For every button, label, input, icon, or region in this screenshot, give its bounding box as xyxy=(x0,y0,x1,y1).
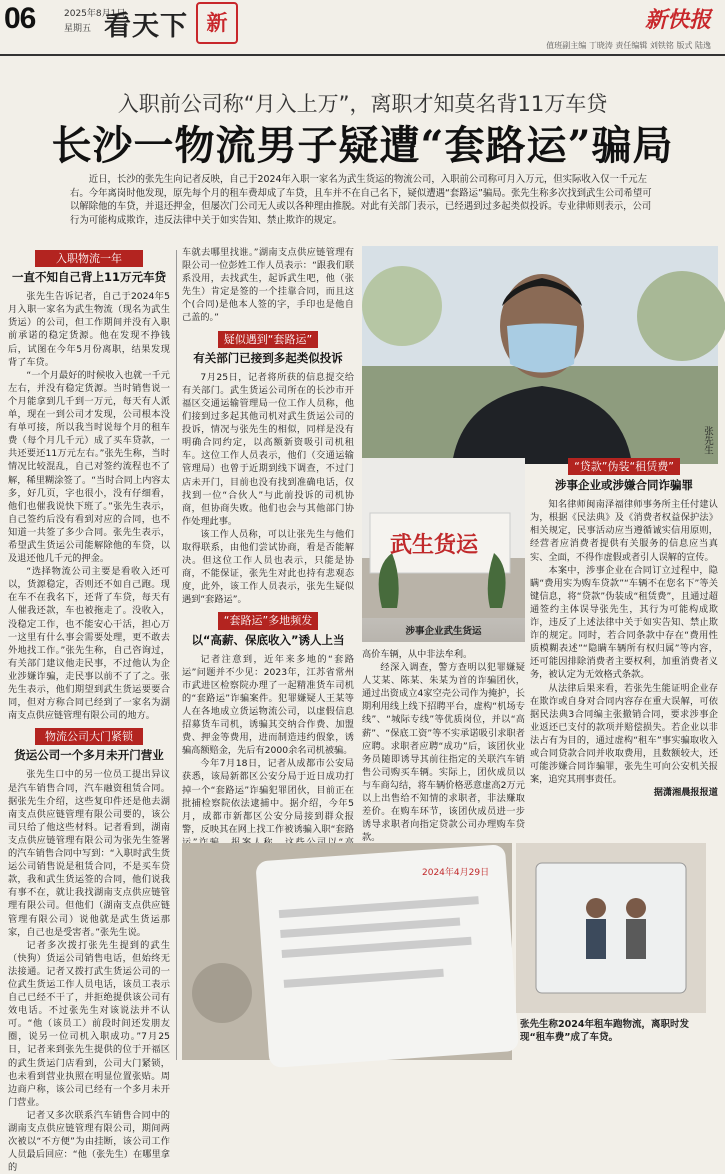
paragraph: 记者注意到，近年来多地的“套路运”问题并不少见：2023年，江苏省常州市武进区检察院办理了一起精准货车司机的“套路运”诈骗案件。犯罪嫌疑人王某等人在各地成立货运物流公司，以虚假信息招募货车司机，诱骗其交纳合作费、加盟费、押金等费用，进而制造违约假象，诱骗高额赔金，先后有2000余名司机被骗。 xyxy=(182,653,354,757)
photo-phone-screen xyxy=(182,843,512,1060)
main-headline: 长沙一物流男子疑遭“套路运”骗局 xyxy=(51,122,674,169)
source-credit: 据潇湘晨报报道 xyxy=(653,787,718,799)
paragraph: “选择物流公司主要是看收入还可以，货源稳定，否则还不如自己跑。现在车不在我名下，还背了车贷，每天有人催我还款，车也被拖走了。没收入，没稳定工作，也不能安心干活，担心万一这里有什么事会需要处理，更不敢去外地找工作。”张先生称，自己咨询过，有关部门建议他走民事，不过他认为企业涉嫌诈骗，走民事以前不了了之。张先生表示，他们期望到武生货运要要合同，但对方称合同已经到了一家名为湖南支点供应链管理有限公司的地方。 xyxy=(8,566,170,722)
section-tag: 物流公司大门紧锁 xyxy=(35,728,143,745)
column-4 xyxy=(530,458,718,840)
lead-paragraph: 近日，长沙的张先生向记者反映，自己于2024年入职一家名为武生货运的物流公司，入职前公司称可月入万元，但实际收入仅一千元左右。今年离岗时他发现，原先每个月的租车费却成了车贷，且车并不在自己名下，疑似遭遇“套路运”骗局。张先生称多次找到武生公司希望可以解除他的车贷，并退还押金，但屡次门公司无人或以各种理由推脱。对此有关部门表示，已经遇到过多起类似投诉。专业律师则表示，公司行为可能构成欺诈，违反法律中关于如实告知、禁止欺诈的规定。 xyxy=(70,174,652,226)
sub-headline: 入职前公司称“月入上万”，离职才知莫名背11万车贷 xyxy=(117,92,608,116)
photo-caption-store: 涉事企业武生货运 xyxy=(405,626,482,637)
issue-date: 2025年8月1日 xyxy=(64,9,126,19)
photo-storefront xyxy=(362,458,525,642)
paragraph: 经深入调查，警方查明以犯罪嫌疑人艾某、陈某、朱某为首的诈骗团伙，通过出资成立4家空壳公司作为掩护，长期利用线上线下招聘平台，虚构“机场专线”、“城际专线”等优质岗位，并以“高薪”、“保底工资”等不实承诺吸引求职者应聘。求职者应聘“成功”后，该团伙业务员随即诱导其前往指定的关联汽车销售公司购买车辆。实际上，团伙成员以与车商勾结，将车辆价格恶意虚高2万元以上出售给不知情的求职者，非法赚取差价。在购车环节，该团伙成员进一步诱导求职者向指定贷款公司办理购车贷款。 xyxy=(362,662,525,844)
section-tag: 入职物流一年 xyxy=(35,250,143,267)
section-tag: 疑似遇到“套路运” xyxy=(218,331,318,348)
paragraph: 车就去哪里找谁。”湖南支点供应链管理有限公司一位彭姓工作人员表示：“跟我们联系没用，去找武生，起诉武生吧，他（张先生）肯定是签的一个挂靠合同，而且这个(合同)是他本人签的字，手印也是他自己盖的。” xyxy=(182,247,354,324)
section-tag: “贷款”伪装“租赁费” xyxy=(568,458,680,475)
column-3 xyxy=(362,648,525,844)
section-subtitle: 一直不知自己背上11万元车贷 xyxy=(11,270,166,285)
section-tag: “套路运”多地频发 xyxy=(218,612,318,629)
paragraph: 知名律师闽南泽福律师事务所主任付建认为，根据《民法典》及《消费者权益保护法》相关规定，民事活动应当遵循诚实信用原则，经营者应消费者提供有关服务的信息应当真实、全面，不得作虚假或者引人误解的宣传。 xyxy=(530,499,718,563)
store-sign: 武生货运 xyxy=(390,532,479,558)
section-subtitle: 有关部门已接到多起类似投诉 xyxy=(193,350,343,365)
paragraph: 今年7月18日，记者从成都市公安局获悉，该局新都区公安分局于近日成功打掉一个“套路运”诈骗犯罪团伙，目前正在批捕检察院依法逮捕中。据介绍，今年5月，成都市新都区公安分局接到群众报警，反映其在网上找工作被诱骗入职“套路 xyxy=(182,758,354,835)
section-subtitle: 以“高薪、保底收入”诱人上当 xyxy=(191,632,345,647)
man-illustration xyxy=(362,246,718,464)
paragraph: 张先生口中的另一位员工提出异议是汽车销售合同，汽车融资租赁合同。据张先生介绍，这些复印件还是他去湖南支点供应链管理有限公司要的，该公司只给了他这些材料。记者看到，湖南支点供应链管理有限公司为张先生签署的汽车销售合同中写到：“入职时武生货运公司销售说是租赁合同，不是买车贷款，我和武生货运签的合同，他们说我有事不在，就让我找湖南支点供应链管理有限公司。但他们（湖南支点供应链管理有限公司）说他就是武生货运那家，自己也是受害者。”张先生说。 xyxy=(8,769,170,938)
column-rule xyxy=(176,250,177,1060)
paragraph: 记者又多次联系汽车销售合同中的湖南支点供应链管理有限公司，期间两次被以“不方便”为由挂断，该公司工作人员最后回应：“他（张先生）在哪里拿的 xyxy=(8,1109,170,1174)
paragraph: 记者多次拨打张先生提到的武生（快狗）货运公司销售电话，但始终无法接通。记者又拨打武生货运公司的一位武生货运工作人员电话，该员工表示自己已经不干了，并拒绝提供该公司有效电话。不过张先生对该说法并不认可。“他（该员工）前段时间还发朋友圈，说另一位司机入职成功。”7月25日，记者来到张先生提供的位于开福区的武生货运门店看到，公司大门紧锁，也未看到营业执照在明显位置张贴。周边商户称，该公司已经有一个多月未开门营业。 xyxy=(8,939,170,1108)
paragraph: 张先生告诉记者，自己于2024年5月入职一家名为武生物流（现名为武生货运）的公司，但工作期间并没有入职前承诺的稳定货源。他在发现不挣钱后，试图在今年5月份离职，结果发现背了车贷。 xyxy=(8,291,170,368)
paragraph: 该工作人员称，可以让张先生与他们取得联系，由他们尝试协商，看是否能解决。但这位工作人员也表示，只能是协商，不能保证，张先生对此也持有悲观态度，此外，该工作人员表示，张先生疑似遇到“套路运”。 xyxy=(182,528,354,606)
page-header xyxy=(0,0,725,54)
section-subtitle: 涉事企业或涉嫌合同诈骗罪 xyxy=(555,478,693,493)
paragraph: 从法律后果来看，若张先生能证明企业存在欺诈或自身对合同内容存在重大误解，可依据民法典3合同编主张撤销合同，要求涉事企业返还已支付的款项并赔偿损失。若企业以非法占有为目的，通过虚构“租车”事实骗取收入或合同贷款合同并收取费用，且数额较大，还可能涉嫌合同诈骗罪，张先生可向公安机关报案，追究其刑事责任。 xyxy=(530,682,718,786)
section-title: 看天下 xyxy=(104,11,188,42)
paragraph: “一个月最好的时候收入也就一千元左右，并没有稳定货源。当时销售说一个月能拿到几千到一万元，每天有人派单，现在一到公司才发现，公司根本没有单可接，所以我当时说每个月的租车费（每个月几千元）成了买车贷款，一共还要还11万元左右。”张先生称，当时情况比较混乱，自己对签约流程也不了解，稀里糊涂签了。“当时合同上内容太多，好几页，字也很小，没有仔细看，他们也催我说快下班了。”张先生表示，自己签约后没有看到对应的合同，也不知道一共签了多少合同。张先生表示，希望武生货运公司能解除他的车贷，以及退还他几千元的押金。 xyxy=(8,369,170,565)
photo-caption-bottom: 张先生称2024年租车跑物流，离职时发现“租车费”成了车贷。 xyxy=(520,1019,689,1043)
paragraph: 高价车辆，从中非法牟利。 xyxy=(362,649,473,660)
section-subtitle: 货运公司一个多月未开门营业 xyxy=(14,748,164,763)
people-illustration xyxy=(516,843,706,1013)
paragraph: 本案中，涉事企业在合同订立过程中，隐瞒“费用实为购车贷款”“车辆不在您名下”等关键信息，将“贷款”伪装成“租赁费”，且通过超通签约主体误导张先生，其行为可能构成欺诈，违反了上述法律中关于如实告知、禁止欺诈的规定。同时，若合同条款中存在“费用性质模糊表述”“隐瞒车辆所有权归属”等内容，还可能因排除消费者主要权利，加重消费者义务，被认定为无效格式条款。 xyxy=(530,564,718,681)
newspaper-logo: 新快报 xyxy=(644,7,711,33)
section-seal: 新 xyxy=(196,2,238,44)
photo-two-people xyxy=(516,843,706,1013)
phone-timestamp: 2024年4月29日 xyxy=(422,868,490,878)
column-1 xyxy=(8,250,170,1174)
page-number: 06 xyxy=(4,2,36,35)
header-divider xyxy=(0,54,725,56)
photo-caption-man: 张先生 xyxy=(702,426,713,455)
photo-man-with-mask xyxy=(362,246,718,464)
column-2 xyxy=(182,246,354,842)
issue-weekday: 星期五 xyxy=(64,24,92,34)
editor-credits: 值班副主编 丁晓涛 责任编辑 刘铁铭 版式 陆逸 xyxy=(546,41,711,50)
paragraph: 7月25日，记者将所获的信息提交给有关部门。武生货运公司所在的长沙市开福区交通运输管理局一位工作人员称，他们接到过多起其他司机对武生货运公司的投诉，情况与张先生的相似，同样是没有明确合同约定，以高额新资吸引司机租车。这位工作人员表示，他们（交通运输管理局）也曾于近期到线下调查，不过门店未开门，目前也没有找到准确电话，仅找到一位“合伙人”与此前投诉的司机协商，但协商失败。他们也会与其他部门协作处理此事。 xyxy=(182,371,354,527)
